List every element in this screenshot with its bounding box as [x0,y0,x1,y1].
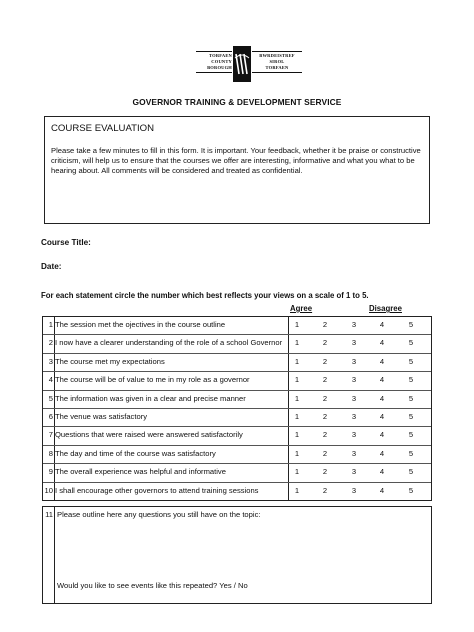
logo-right-line-3: TORFAEN [265,65,289,70]
rating-option-2[interactable]: 2 [322,430,328,440]
rating-option-3[interactable]: 3 [351,467,357,477]
rating-option-5[interactable]: 5 [408,375,414,385]
statement-number: 4 [48,375,53,385]
logo-left-line-2: COUNTY [211,59,232,64]
statement-text: The day and time of the course was satisfactory [55,448,216,458]
statements-table [42,316,432,501]
rating-option-3[interactable]: 3 [351,485,357,495]
statement-text: The session met the ojectives in the course outline [55,320,226,329]
rating-option-3[interactable]: 3 [351,338,357,348]
statement-row [43,427,431,445]
statement-row [43,409,431,427]
rating-option-5[interactable]: 5 [408,467,414,477]
rating-option-4[interactable]: 4 [379,393,385,403]
statement-row [43,391,431,409]
statement-text: I now have a clearer understanding of the role of a school Governor [55,338,283,348]
rating-option-2[interactable]: 2 [322,467,328,477]
rating-option-1[interactable]: 1 [294,320,300,329]
evaluation-title: COURSE EVALUATION [51,123,155,134]
rating-option-1[interactable]: 1 [294,393,300,403]
rating-option-5[interactable]: 5 [408,356,414,366]
rating-option-3[interactable]: 3 [351,375,357,385]
logo-right-line-1: BWRDEISTREF [259,53,295,58]
logo-rule [252,72,302,73]
rating-option-1[interactable]: 1 [294,356,300,366]
agree-label: Agree [290,304,313,313]
question-number: 11 [45,510,53,519]
statement-row [43,464,431,482]
rating-option-5[interactable]: 5 [408,485,414,495]
date-label[interactable]: Date: [41,262,62,271]
evaluation-box [44,116,430,224]
logo-rule [196,72,232,73]
rating-option-5[interactable]: 5 [408,393,414,403]
statement-number: 1 [48,320,53,329]
statement-text: The course will be of value to me in my role as a governor [55,375,250,385]
statement-text: The information was given in a clear and precise manner [55,393,246,403]
rating-option-4[interactable]: 4 [379,448,385,458]
rating-option-2[interactable]: 2 [322,485,328,495]
rating-option-4[interactable]: 4 [379,412,385,421]
repeat-question-text[interactable]: Would you like to see events like this repeated? Yes / No [57,581,248,590]
statement-row [43,372,431,390]
statement-row [43,335,431,353]
logo-rule [196,51,232,52]
rating-option-1[interactable]: 1 [294,412,300,421]
statement-number: 3 [48,356,53,366]
rating-option-3[interactable]: 3 [351,393,357,403]
service-heading: GOVERNOR TRAINING & DEVELOPMENT SERVICE [132,97,342,107]
open-question-box[interactable] [42,506,432,604]
logo-left-line-3: BOROUGH [207,65,232,70]
rating-option-3[interactable]: 3 [351,448,357,458]
logo-emblem-icon [233,46,251,82]
rating-option-2[interactable]: 2 [322,375,328,385]
statement-number: 8 [48,448,53,458]
statement-text: I shall encourage other governors to attend training sessions [55,485,259,495]
rating-option-3[interactable]: 3 [351,356,357,366]
rating-option-2[interactable]: 2 [322,448,328,458]
scale-instruction: For each statement circle the number which best reflects your views on a scale of 1 to 5. [41,291,369,300]
rating-option-3[interactable]: 3 [351,412,357,421]
rating-option-3[interactable]: 3 [351,320,357,329]
logo-text-left [196,53,232,71]
statement-text: Questions that were raised were answered satisfactorily [55,430,243,440]
rating-option-2[interactable]: 2 [322,393,328,403]
statement-number: 9 [48,467,53,477]
statement-text: The venue was satisfactory [55,412,148,421]
statement-number: 7 [48,430,53,440]
rating-option-5[interactable]: 5 [408,448,414,458]
statement-number: 5 [48,393,53,403]
rating-option-5[interactable]: 5 [408,430,414,440]
rating-option-1[interactable]: 1 [294,338,300,348]
rating-option-4[interactable]: 4 [379,320,385,329]
statement-row [43,354,431,372]
rating-option-2[interactable]: 2 [322,338,328,348]
disagree-label: Disagree [369,304,402,313]
rating-option-4[interactable]: 4 [379,467,385,477]
rating-option-1[interactable]: 1 [294,485,300,495]
course-title-label[interactable]: Course Title: [41,238,91,247]
rating-option-2[interactable]: 2 [322,356,328,366]
statement-number: 2 [48,338,53,348]
open-question-text: Please outline here any questions you still have on the topic: [57,510,261,519]
statement-row [43,317,431,335]
rating-option-1[interactable]: 1 [294,375,300,385]
statement-number: 6 [48,412,53,421]
logo-left-line-1: TORFAEN [209,53,232,58]
rating-option-2[interactable]: 2 [322,320,328,329]
statement-row [43,483,431,501]
statement-row [43,446,431,464]
statement-text: The overall experience was helpful and informative [55,467,226,477]
rating-option-4[interactable]: 4 [379,338,385,348]
logo-right-line-2: SIROL [269,59,285,64]
rating-option-4[interactable]: 4 [379,485,385,495]
statement-text: The course met my expectations [55,356,165,366]
rating-option-4[interactable]: 4 [379,430,385,440]
council-logo [196,46,306,86]
rating-option-5[interactable]: 5 [408,320,414,329]
rating-option-3[interactable]: 3 [351,430,357,440]
statement-number: 10 [44,485,53,495]
rating-option-2[interactable]: 2 [322,412,328,421]
rating-option-1[interactable]: 1 [294,430,300,440]
logo-text-right [252,53,302,71]
rating-option-1[interactable]: 1 [294,467,300,477]
rating-option-4[interactable]: 4 [379,356,385,366]
column-divider [54,507,55,603]
rating-option-1[interactable]: 1 [294,448,300,458]
logo-rule [252,51,302,52]
rating-option-4[interactable]: 4 [379,375,385,385]
rating-option-5[interactable]: 5 [408,412,414,421]
rating-option-5[interactable]: 5 [408,338,414,348]
evaluation-intro: Please take a few minutes to fill in this form. It is important. Your feedback, whether it be praise or constructive criticism, will help us to ensure that the courses we offer are interesting, informative and what you what to be hearing about. All comments will be considered and treated as confidential. [51,146,421,176]
